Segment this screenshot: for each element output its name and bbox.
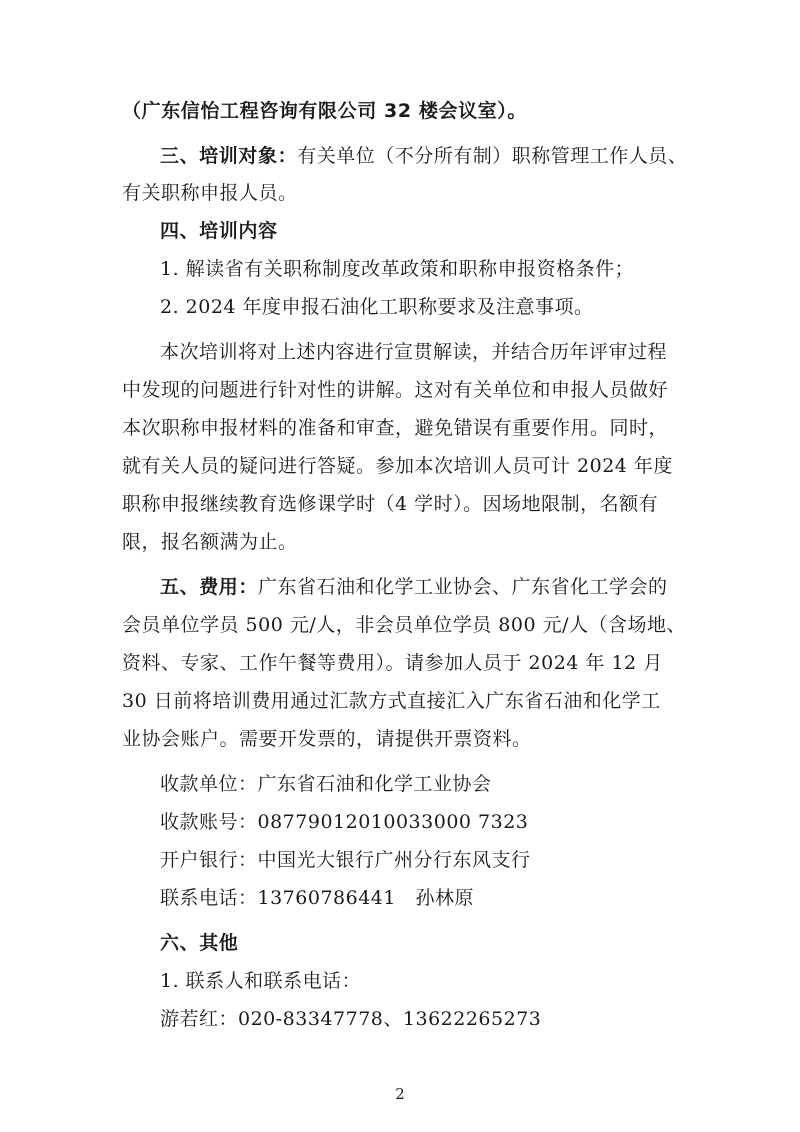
list-item: [0, 294, 800, 320]
paragraph-line: [0, 415, 800, 441]
text-line: [0, 180, 800, 206]
paragraph-line: [0, 377, 800, 403]
line-text: 限，报名额满为止。: [122, 531, 298, 553]
line-text: （广东信怡工程咨询有限公司 32 楼会议室）。: [122, 100, 527, 122]
line-text: 收款账号：08779012010033000 7323: [160, 811, 529, 833]
text-line-venue: [0, 98, 800, 124]
section-heading: 三、培训对象：: [160, 145, 298, 167]
paragraph-line: [0, 688, 800, 714]
line-text: 30 日前将培训费用通过汇款方式直接汇入广东省石油和化学工: [122, 690, 661, 712]
paragraph-line: [0, 650, 800, 676]
line-text: 游若红：020-83347778、13622265273: [160, 1008, 542, 1030]
line-text: 中发现的问题进行针对性的讲解。这对有关单位和申报人员做好: [122, 379, 669, 401]
paragraph-line: [0, 529, 800, 555]
bank-line: [0, 847, 800, 873]
section-training-target: [0, 143, 800, 169]
section-fees: [0, 574, 800, 600]
page-number: 2: [395, 1085, 405, 1103]
line-text: 本次培训将对上述内容进行宣贯解读，并结合历年评审过程: [160, 341, 668, 363]
section-other: [0, 930, 800, 956]
paragraph-line: [0, 726, 800, 752]
line-text: 有关单位（不分所有制）职称管理工作人员、: [297, 145, 688, 167]
paragraph-line: [0, 491, 800, 517]
line-text: 收款单位：广东省石油和化学工业协会: [160, 773, 492, 795]
account-number-line: [0, 809, 800, 835]
line-text: 1. 解读省有关职称制度改革政策和职称申报资格条件；: [160, 258, 635, 280]
list-item: [0, 968, 800, 994]
contact-line: [0, 1006, 800, 1032]
section-heading: 六、其他: [160, 932, 239, 954]
line-text: 2. 2024 年度申报石油化工职称要求及注意事项。: [160, 296, 594, 318]
line-text: 开户银行：中国光大银行广州分行东风支行: [160, 849, 531, 871]
paragraph-line: [0, 339, 800, 365]
line-text: 本次职称申报材料的准备和审查，避免错误有重要作用。同时，: [122, 417, 669, 439]
line-text: 会员单位学员 500 元/人，非会员单位学员 800 元/人（含场地、: [122, 614, 686, 636]
paragraph-line: [0, 453, 800, 479]
line-text: 1. 联系人和联系电话：: [160, 970, 362, 992]
section-training-content: [0, 218, 800, 244]
line-text: 业协会账户。需要开发票的，请提供开票资料。: [122, 728, 532, 750]
payee-line: [0, 771, 800, 797]
line-text: 资料、专家、工作午餐等费用）。请参加人员于 2024 年 12 月: [122, 652, 663, 674]
line-text: 就有关人员的疑问进行答疑。参加本次培训人员可计 2024 年度: [122, 455, 673, 477]
phone-line: [0, 885, 800, 911]
line-text: 职称申报继续教育选修课学时（4 学时）。因场地限制，名额有: [122, 493, 659, 515]
paragraph-line: [0, 612, 800, 638]
section-heading: 四、培训内容: [160, 220, 278, 242]
line-text: 有关职称申报人员。: [122, 182, 298, 204]
line-text: 联系电话：13760786441 孙林原: [160, 887, 474, 909]
section-heading: 五、费用：: [160, 576, 259, 598]
line-text: 广东省石油和化学工业协会、广东省化工学会的: [258, 576, 668, 598]
list-item: [0, 256, 800, 282]
